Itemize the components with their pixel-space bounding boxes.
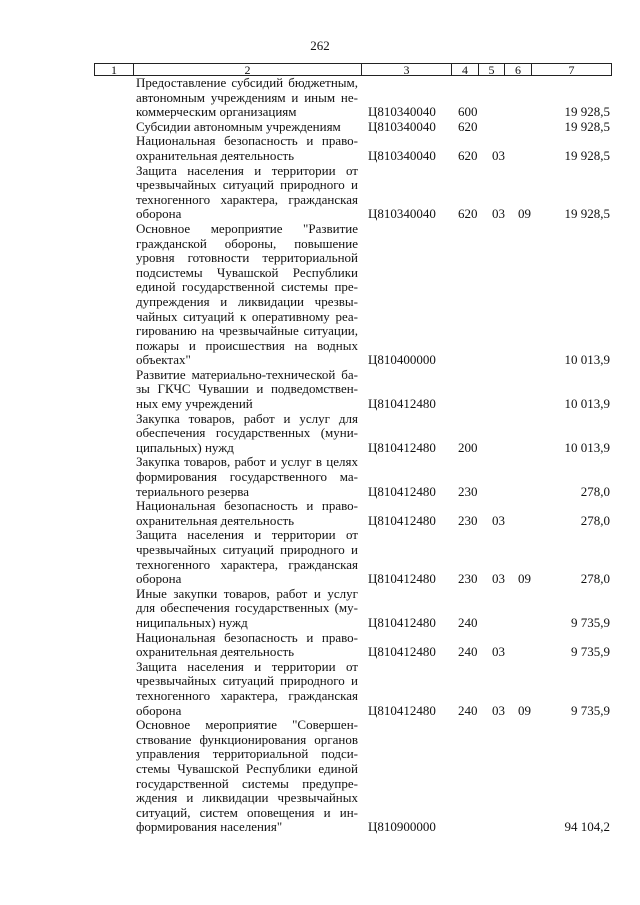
target-code: Ц810900000 <box>368 819 436 835</box>
description-line: техногенного характера, гражданская <box>136 556 358 572</box>
target-code: Ц810412480 <box>368 483 436 499</box>
amount: 278,0 <box>580 483 610 499</box>
description-line: териального резерва <box>136 483 249 499</box>
description-line: чрезвычайных ситуаций природного и <box>136 673 358 689</box>
section: 03 <box>492 147 505 163</box>
row-description <box>136 660 358 718</box>
description-line: формирования населения" <box>136 819 283 835</box>
expense-type: 230 <box>458 512 478 528</box>
row-description <box>136 455 358 499</box>
description-line: Защита населения и территории от <box>136 527 358 543</box>
table-row <box>94 368 610 412</box>
header-col-7: 7 <box>531 64 611 75</box>
description-line: Предоставление субсидий бюджетным, <box>136 75 358 90</box>
target-code: Ц810340040 <box>368 206 436 222</box>
target-code: Ц810412480 <box>368 439 436 455</box>
row-description <box>136 134 358 163</box>
section: 03 <box>492 206 505 222</box>
expense-type: 600 <box>458 104 478 120</box>
table-row <box>94 164 610 222</box>
row-description <box>136 412 358 456</box>
description-line: оборона <box>136 702 182 718</box>
section: 03 <box>492 644 505 660</box>
description-line: гированию на чрезвычайные ситуации, <box>136 323 358 339</box>
expense-type: 230 <box>458 483 478 499</box>
amount: 19 928,5 <box>564 104 610 120</box>
description-line: охранительная деятельность <box>136 512 295 528</box>
table-row <box>94 718 610 835</box>
subsection: 09 <box>518 702 531 718</box>
description-line: гражданской обороны, повышение <box>136 235 358 251</box>
description-line: автономным учреждениям и иным не- <box>136 89 358 105</box>
description-line: объектах" <box>136 352 191 368</box>
amount: 94 104,2 <box>564 819 610 835</box>
description-line: ситуаций, систем оповещения и ин- <box>136 804 358 820</box>
expense-type: 240 <box>458 644 478 660</box>
target-code: Ц810340040 <box>368 104 436 120</box>
amount: 9 735,9 <box>571 614 610 630</box>
amount: 19 928,5 <box>564 118 610 134</box>
header-col-5: 5 <box>478 64 504 75</box>
section: 03 <box>492 702 505 718</box>
row-description <box>136 499 358 528</box>
subsection: 09 <box>518 571 531 587</box>
header-col-1: 1 <box>111 63 117 77</box>
header-col-2: 2 <box>133 64 361 75</box>
amount: 9 735,9 <box>571 702 610 718</box>
expense-type: 200 <box>458 439 478 455</box>
target-code: Ц810412480 <box>368 396 436 412</box>
description-line: Защита населения и территории от <box>136 162 358 178</box>
table-row <box>94 455 610 499</box>
description-line: Национальная безопасность и право- <box>136 629 358 645</box>
table-row <box>94 528 610 586</box>
section: 03 <box>492 512 505 528</box>
description-line: формирования государственного ма- <box>136 469 358 485</box>
target-code: Ц810412480 <box>368 512 436 528</box>
description-line: чайных ситуаций к оперативному реа- <box>136 308 358 324</box>
description-line: уровня готовности территориальной <box>136 250 358 266</box>
description-line: единой государственной системы пре- <box>136 279 358 295</box>
row-description <box>136 631 358 660</box>
header-col-4: 4 <box>451 64 478 75</box>
description-line: техногенного характера, гражданская <box>136 687 358 703</box>
description-line: оборона <box>136 206 182 222</box>
description-line: Защита населения и территории от <box>136 658 358 674</box>
expense-type: 230 <box>458 571 478 587</box>
description-line: техногенного характера, гражданская <box>136 191 358 207</box>
table-row <box>94 222 610 368</box>
table-body <box>94 76 610 835</box>
description-line: чрезвычайных ситуаций природного и <box>136 542 358 557</box>
table-row <box>94 631 610 660</box>
table-row <box>94 134 610 163</box>
description-line: Основное мероприятие "Развитие <box>136 220 358 236</box>
description-line: обеспечения государственных (муни- <box>136 425 358 441</box>
expense-type: 620 <box>458 206 478 222</box>
target-code: Ц810340040 <box>368 118 436 134</box>
description-line: Закупка товаров, работ и услуг в целях <box>136 454 358 470</box>
row-description <box>136 222 358 368</box>
table-row <box>94 120 610 135</box>
table-row <box>94 76 610 120</box>
description-line: ных ему учреждений <box>136 396 253 412</box>
description-line: Иные закупки товаров, работ и услуг <box>136 585 358 601</box>
expense-type: 240 <box>458 614 478 630</box>
expense-type: 620 <box>458 118 478 134</box>
description-line: пожары и происшествия на водных <box>136 337 358 353</box>
target-code: Ц810412480 <box>368 644 436 660</box>
table-row <box>94 499 610 528</box>
amount: 10 013,9 <box>564 352 610 368</box>
target-code: Ц810412480 <box>368 614 436 630</box>
row-description <box>136 120 358 135</box>
description-line: для обеспечения государственных (му- <box>136 600 358 616</box>
row-description <box>136 368 358 412</box>
description-line: Развитие материально-технической ба- <box>136 366 358 382</box>
description-line: оборона <box>136 571 182 587</box>
description-line: ствование функционирования органов <box>136 731 358 747</box>
description-line: подсистемы Чувашской Республики <box>136 264 358 280</box>
description-line: ждения и ликвидации чрезвычайных <box>136 790 358 806</box>
description-line: коммерческим организациям <box>136 104 297 120</box>
description-line: зы ГКЧС Чувашии и подведомствен- <box>136 381 358 397</box>
description-line: ниципальных) нужд <box>136 614 248 630</box>
description-line: Закупка товаров, работ и услуг для <box>136 410 358 426</box>
description-line: Национальная безопасность и право- <box>136 133 358 149</box>
amount: 19 928,5 <box>564 206 610 222</box>
header-col-3: 3 <box>361 64 451 75</box>
target-code: Ц810412480 <box>368 571 436 587</box>
description-line: дупреждения и ликвидации чрезвы- <box>136 293 358 309</box>
amount: 9 735,9 <box>571 644 610 660</box>
table-row <box>94 660 610 718</box>
amount: 19 928,5 <box>564 147 610 163</box>
description-line: Основное мероприятие "Совершен- <box>136 717 358 733</box>
row-description <box>136 718 358 835</box>
description-line: ципальных) нужд <box>136 439 234 455</box>
target-code: Ц810400000 <box>368 352 436 368</box>
row-description <box>136 587 358 631</box>
expense-type: 620 <box>458 147 478 163</box>
description-line: Субсидии автономным учреждениям <box>136 118 341 134</box>
row-description <box>136 528 358 586</box>
description-line: стемы Чувашской Республики единой <box>136 760 358 776</box>
amount: 10 013,9 <box>564 439 610 455</box>
amount: 278,0 <box>580 512 610 528</box>
amount: 10 013,9 <box>564 396 610 412</box>
table-row <box>94 587 610 631</box>
description-line: государственной системы предупре- <box>136 775 358 791</box>
subsection: 09 <box>518 206 531 222</box>
description-line: управления территориальной подси- <box>136 746 358 762</box>
target-code: Ц810412480 <box>368 702 436 718</box>
page-number: 262 <box>310 38 330 53</box>
row-description <box>136 76 358 120</box>
description-line: охранительная деятельность <box>136 147 295 163</box>
target-code: Ц810340040 <box>368 147 436 163</box>
expense-type: 240 <box>458 702 478 718</box>
header-col-6: 6 <box>504 64 531 75</box>
amount: 278,0 <box>580 571 610 587</box>
description-line: охранительная деятельность <box>136 644 295 660</box>
section: 03 <box>492 571 505 587</box>
table-row <box>94 412 610 456</box>
description-line: чрезвычайных ситуаций природного и <box>136 177 358 193</box>
description-line: Национальная безопасность и право- <box>136 498 358 514</box>
row-description <box>136 164 358 222</box>
